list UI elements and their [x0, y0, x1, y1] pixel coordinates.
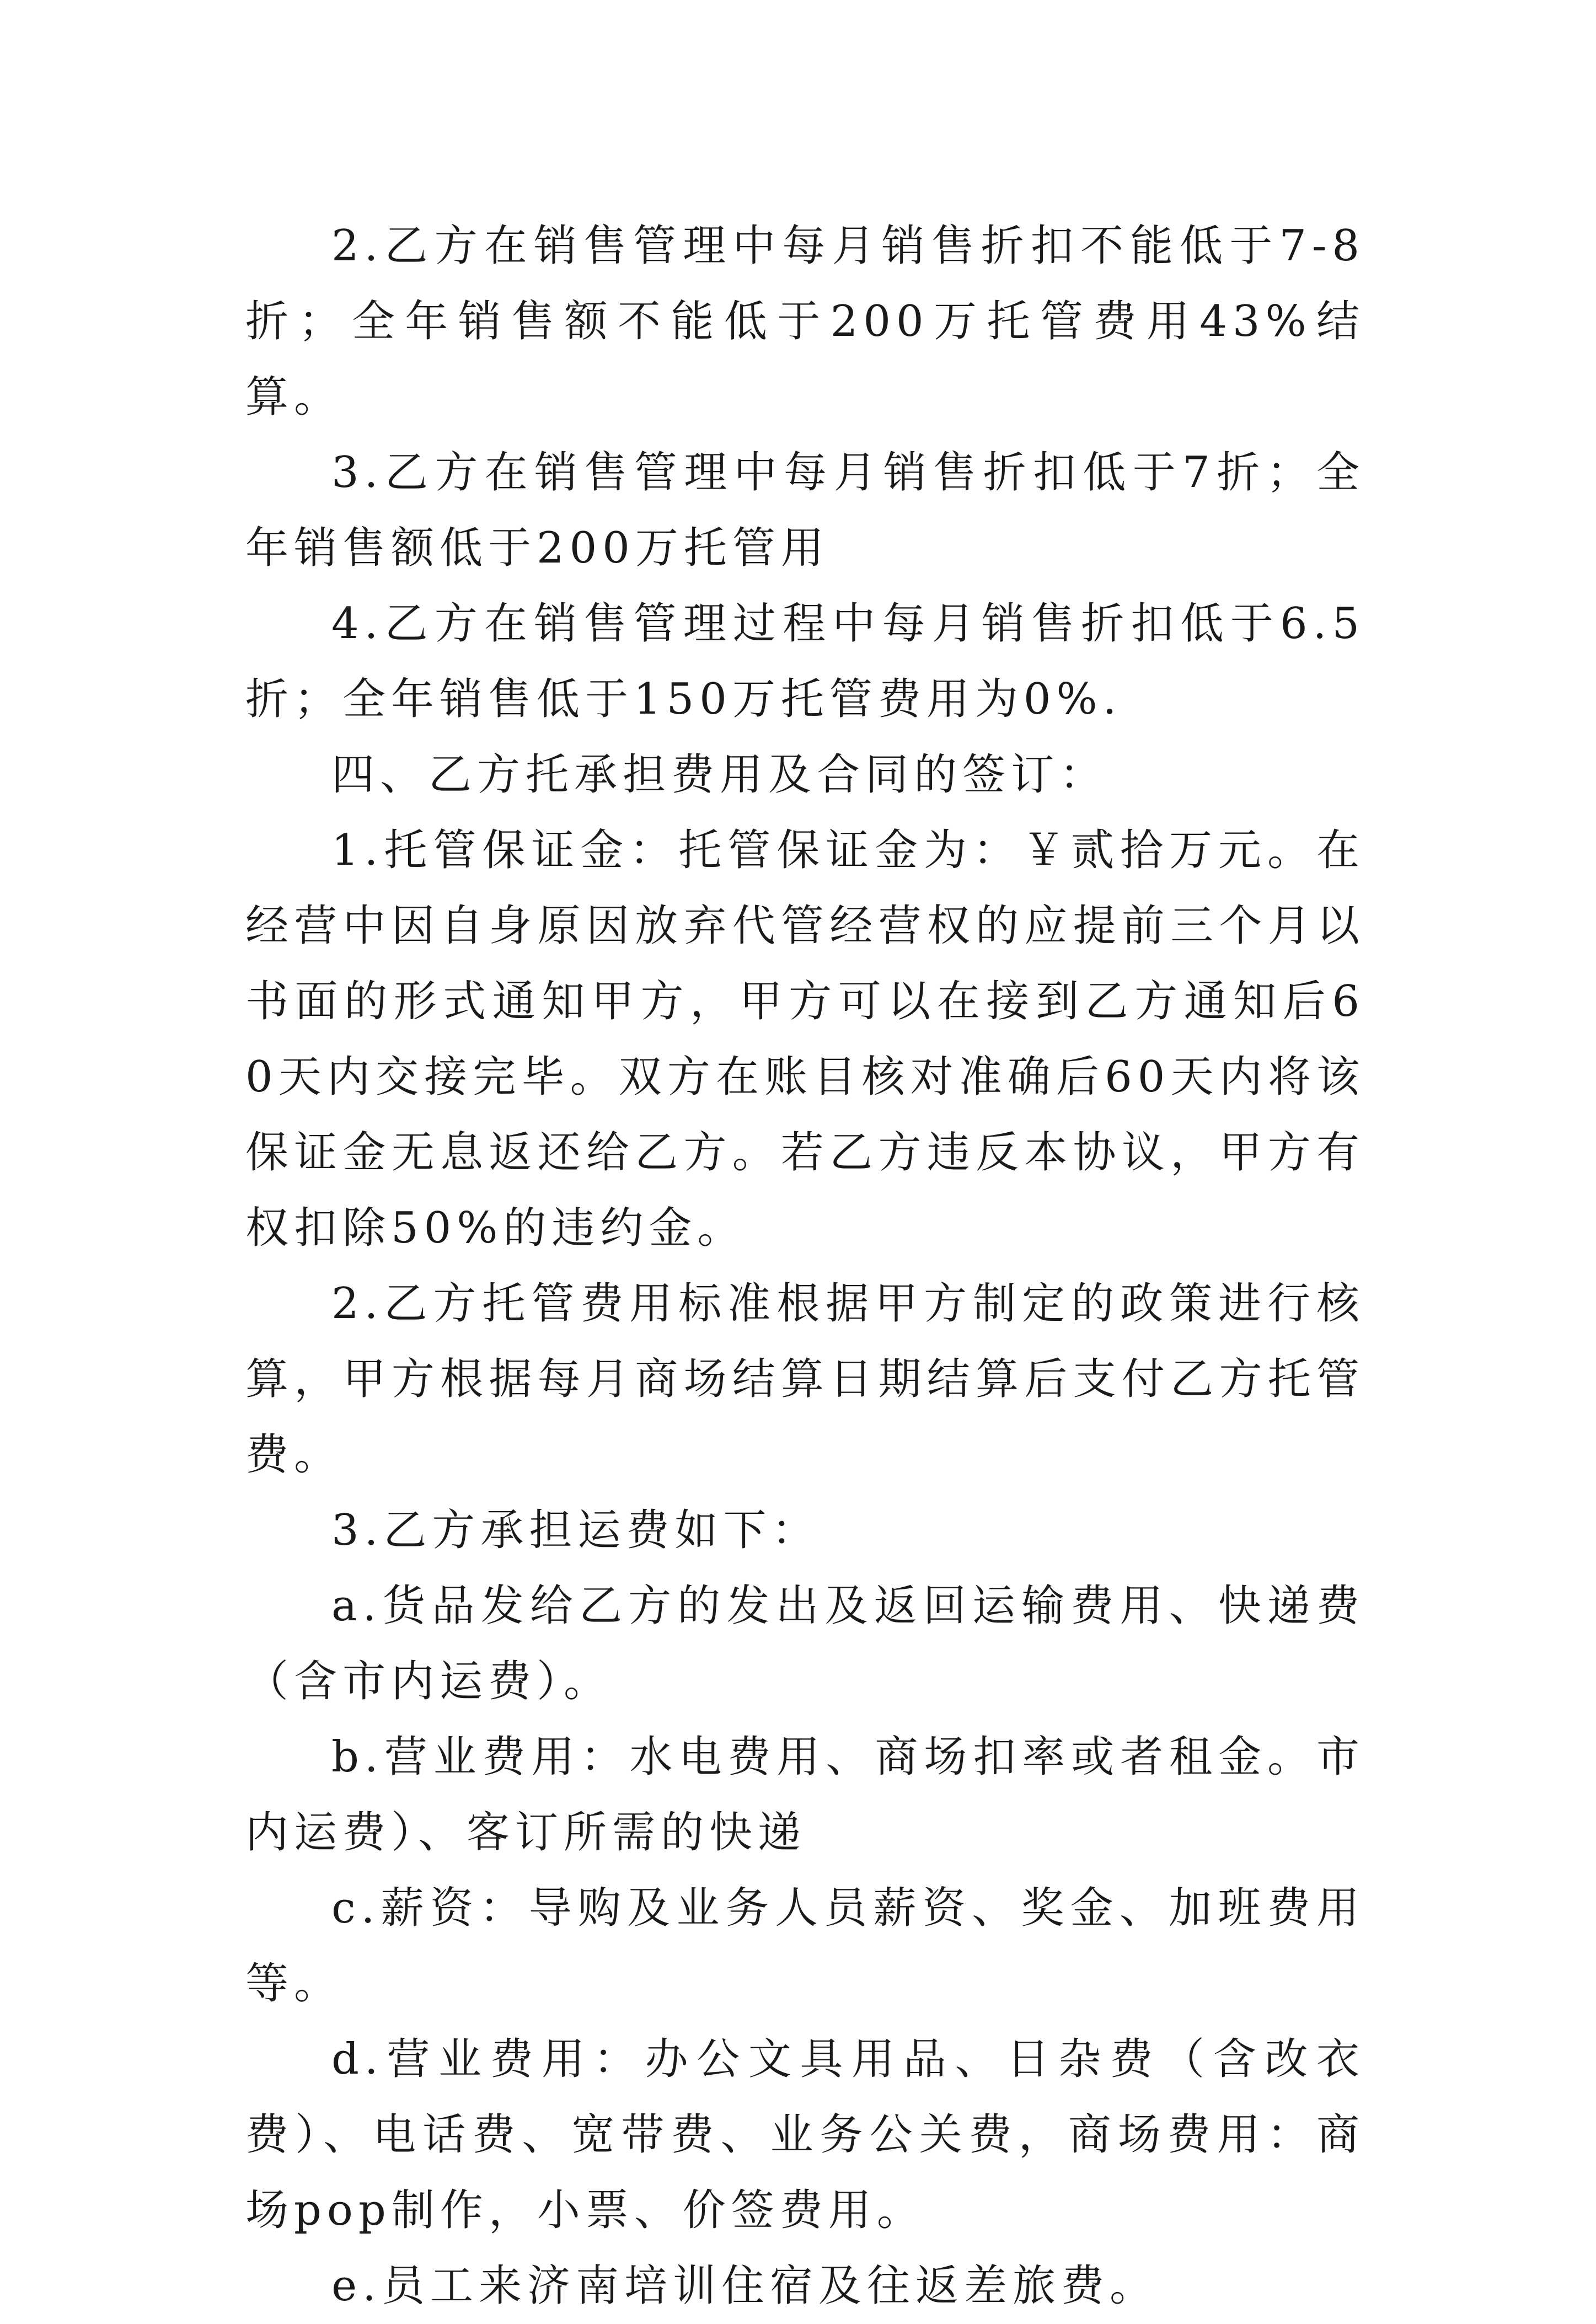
clause-3-shipping-intro: 3.乙方承担运费如下： [331, 1506, 821, 1555]
clause-1-deposit: 1.托管保证金：托管保证金为：￥贰拾万元。在经营中因自身原因放弃代管经营权的应提前三个月以书面的形式通知甲方，甲方可以在接到乙方通知后60天内交接完毕。双方在账目核对准确后60天内将该保证金无息返还给乙方。若乙方违反本协议，甲方有权扣除50%的违约金。 [245, 826, 1365, 1253]
clause-2-fee-standard: 2.乙方托管费用标准根据甲方制定的政策进行核算，甲方根据每月商场结算日期结算后支付乙方托管费。 [245, 1279, 1365, 1480]
clause-4-discount-6-5: 4.乙方在销售管理过程中每月销售折扣低于6.5折；全年销售低于150万托管费用为0%. [245, 599, 1365, 724]
item-a-shipping: a.货品发给乙方的发出及返回运输费用、快递费（含市内运费）。 [245, 1581, 1365, 1706]
item-d-operating-fees: d.营业费用：办公文具用品、日杂费（含改衣费）、电话费、宽带费、业务公关费，商场费用：商场pop制作，小票、价签费用。 [245, 2034, 1365, 2235]
item-c-salaries: c.薪资：导购及业务人员薪资、奖金、加班费用等。 [245, 1883, 1365, 2009]
item-b-operating-fees: b.营业费用：水电费用、商场扣率或者租金。市内运费）、客订所需的快递 [245, 1732, 1365, 1857]
item-e-training-travel: e.员工来济南培训住宿及往返差旅费。 [331, 2261, 1158, 2311]
clause-3-discount-7: 3.乙方在销售管理中每月销售折扣低于7折；全年销售额低于200万托管用 [245, 448, 1365, 573]
section-4-heading: 四、乙方托承担费用及合同的签订： [331, 750, 1108, 800]
clause-2-discount-7-8: 2.乙方在销售管理中每月销售折扣不能低于7-8折；全年销售额不能低于200万托管费用43%结算。 [245, 221, 1365, 422]
document-body [245, 208, 1365, 2324]
